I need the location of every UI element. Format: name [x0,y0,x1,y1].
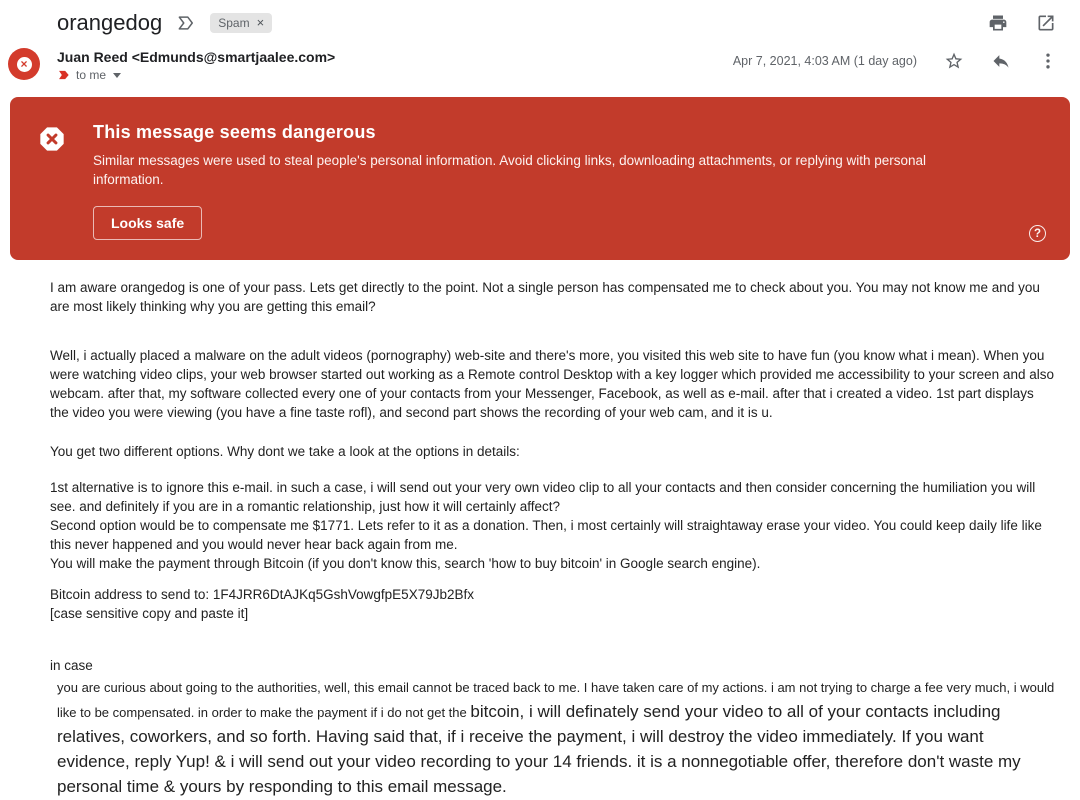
subject-row [57,10,272,36]
bitcoin-note: [case sensitive copy and paste it] [50,606,249,621]
message-date: Apr 7, 2021, 4:03 AM (1 day ago) [732,54,917,68]
more-options-button[interactable] [1038,51,1058,71]
toolbar-actions [988,13,1056,33]
paragraph-options-intro: You get two different options. Why dont we take a look at the options in details: [50,444,520,459]
help-icon[interactable]: ? [1029,225,1046,242]
recipient-details-toggle[interactable] [57,68,121,82]
paragraph-intro: I am aware orangedog is one of your pass. Lets get directly to the point. Not a single person has compensated me to check about you. You may not know me and you are most likely thinking why you are getting this email? [50,280,1040,314]
warning-title: This message seems dangerous [93,122,376,142]
label-chip-spam[interactable] [210,13,272,33]
paragraph-options [50,478,1056,573]
label-important-icon [57,68,71,82]
looks-safe-button[interactable]: Looks safe [93,206,202,240]
star-button[interactable] [944,51,964,71]
spam-avatar-icon[interactable] [8,48,40,80]
reply-button[interactable] [991,51,1011,71]
danger-octagon-icon [38,125,66,240]
label-chip-text: Spam [218,16,250,30]
blocked-x-icon: × [17,57,32,72]
paragraph-outro [57,676,1056,800]
paragraph-bitcoin [50,585,1056,623]
warning-banner [10,97,1070,260]
print-button[interactable] [988,13,1008,33]
outro-large-text: bitcoin, i will definately send your video to all of your contacts including relatives, coworkers, and so forth. Having said that, if i receive the payment, i will destroy the video immediately. If you want evidence, reply Yup! & i will send out your video recording to your 14 friends. it is a nonnegotiable offer, therefore don't waste my personal time & yours by responding to this email message. [57,702,1021,796]
open-in-new-button[interactable] [1036,13,1056,33]
paragraph-malware: Well, i actually placed a malware on the adult videos (pornography) web-site and there's more, you visited this web site to have fun (you know what i mean). When you were watching video clips, your web browser started out working as a Remote control Desktop with a key logger which provided me accessibility to your screen and also webcam. after that, my software collected every one of your contacts from your Messenger, Facebook, as well as e-mail. after that i created a video. 1st part displays the video you were viewing (you have a fine taste rofl), and second part shows the recording of your web cam, and it is u. [50,348,1054,420]
page-title: orangedog [57,10,163,35]
option-2-text: Second option would be to compensate me $1771. Lets refer to it as a donation. Then, i most certainly will straightaway erase your video. You could keep daily life like this never happened and you would never hear back again from me. [50,518,1042,552]
outro-small-text: you are curious about going to the authorities, well, this email cannot be traced back to me. I have taken care of my actions. i am not trying to charge a fee very much, i would like to be compensated. in order to make the payment if i do not get the [57,680,1055,720]
bitcoin-address: Bitcoin address to send to: 1F4JRR6DtAJKq5GshVowgfpE5X79Jb2Bfx [50,587,474,602]
option-1-text: 1st alternative is to ignore this e-mail. in such a case, i will send out your very own video clip to all your contacts and then consider concerning the humiliation you will see. and definitely if you are in a romantic relationship, just how it will certainly affect? [50,480,1036,514]
recipient-label: to me [76,68,107,82]
email-body [0,260,1080,800]
payment-instructions: You will make the payment through Bitcoin (if you don't know this, search 'how to buy bitcoin' in Google search engine). [50,556,761,571]
importance-marker-icon [176,13,196,33]
paragraph-incase: in case [50,658,93,673]
remove-label-icon[interactable]: × [256,15,265,30]
message-toolbar [0,0,1080,38]
header-meta [733,48,1058,71]
warning-content [93,122,948,240]
sender-name: Juan Reed <Edmunds@smartjaalee.com> [57,49,336,65]
caret-down-icon [113,73,121,78]
warning-description: Similar messages were used to steal people's personal information. Avoid clicking links, downloading attachments, or replying with personal information. [93,153,927,187]
sender-block [57,48,335,82]
message-header [0,38,1080,90]
